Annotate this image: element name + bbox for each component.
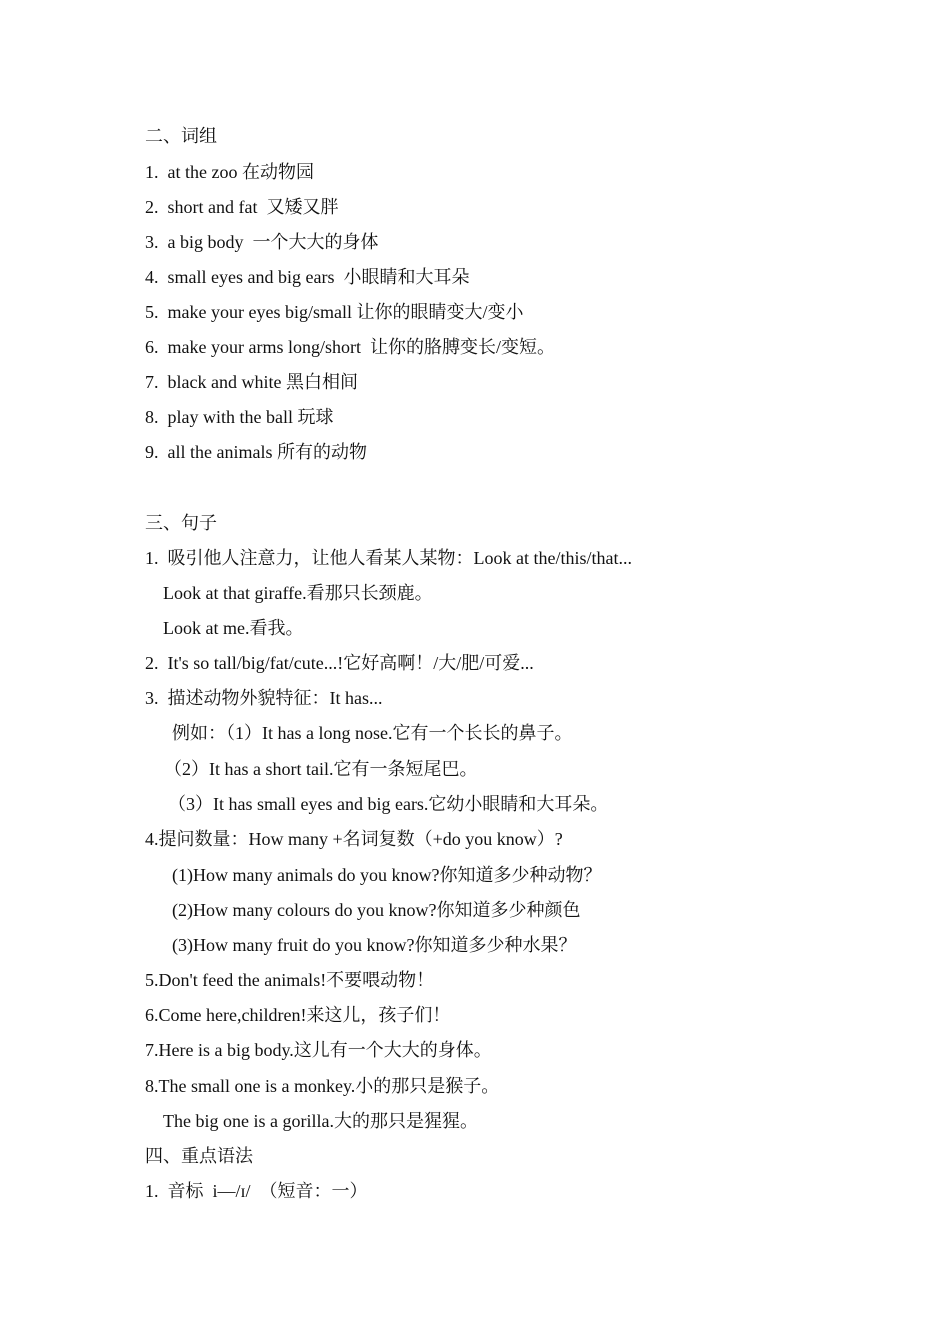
- phrase-item: 8. play with the ball 玩球: [145, 407, 334, 427]
- sentence-line: (2)How many colours do you know?你知道多少种颜色: [172, 900, 581, 920]
- phrase-item: 7. black and white 黑白相间: [145, 372, 358, 392]
- sentence-line: (3)How many fruit do you know?你知道多少种水果？: [172, 935, 577, 955]
- section-heading-sentences: 三、句子: [145, 513, 217, 533]
- section-heading-grammar: 四、重点语法: [145, 1146, 253, 1166]
- sentence-line: （2）It has a short tail.它有一条短尾巴。: [164, 759, 478, 779]
- phrase-item: 1. at the zoo 在动物园: [145, 162, 314, 182]
- phrase-item: 5. make your eyes big/small 让你的眼睛变大/变小: [145, 302, 524, 322]
- phrase-item: 9. all the animals 所有的动物: [145, 442, 367, 462]
- sentence-line: 5.Don't feed the animals!不要喂动物！: [145, 970, 435, 990]
- sentence-line: (1)How many animals do you know?你知道多少种动物？: [172, 865, 602, 885]
- sentence-line: 4.提问数量：How many +名词复数（+do you know）?: [145, 829, 563, 849]
- sentence-line: Look at me.看我。: [163, 618, 304, 638]
- sentence-line: （3）It has small eyes and big ears.它幼小眼睛和大耳朵。: [168, 794, 609, 814]
- sentence-line: 7.Here is a big body.这儿有一个大大的身体。: [145, 1040, 492, 1060]
- sentence-line: 6.Come here,children!来这儿，孩子们！: [145, 1005, 451, 1025]
- sentence-line: 例如：（1）It has a long nose.它有一个长长的鼻子。: [172, 723, 573, 743]
- sentence-line: 1. 吸引他人注意力，让他人看某人某物：Look at the/this/that...: [145, 548, 632, 568]
- grammar-line: 1. 音标 i—/ɪ/ （短音：一）: [145, 1181, 368, 1201]
- sentence-line: 8.The small one is a monkey.小的那只是猴子。: [145, 1076, 500, 1096]
- phrase-item: 2. short and fat 又矮又胖: [145, 197, 339, 217]
- phrase-item: 4. small eyes and big ears 小眼睛和大耳朵: [145, 267, 470, 287]
- section-heading-phrases: 二、词组: [145, 126, 217, 146]
- phrase-item: 6. make your arms long/short 让你的胳膊变长/变短。: [145, 337, 555, 357]
- sentence-line: The big one is a gorilla.大的那只是猩猩。: [163, 1111, 478, 1131]
- phrase-item: 3. a big body 一个大大的身体: [145, 232, 379, 252]
- sentence-line: 2. It's so tall/big/fat/cute...!它好高啊！/大/肥/可爱...: [145, 653, 534, 673]
- sentence-line: Look at that giraffe.看那只长颈鹿。: [163, 583, 433, 603]
- sentence-line: 3. 描述动物外貌特征：It has...: [145, 688, 383, 708]
